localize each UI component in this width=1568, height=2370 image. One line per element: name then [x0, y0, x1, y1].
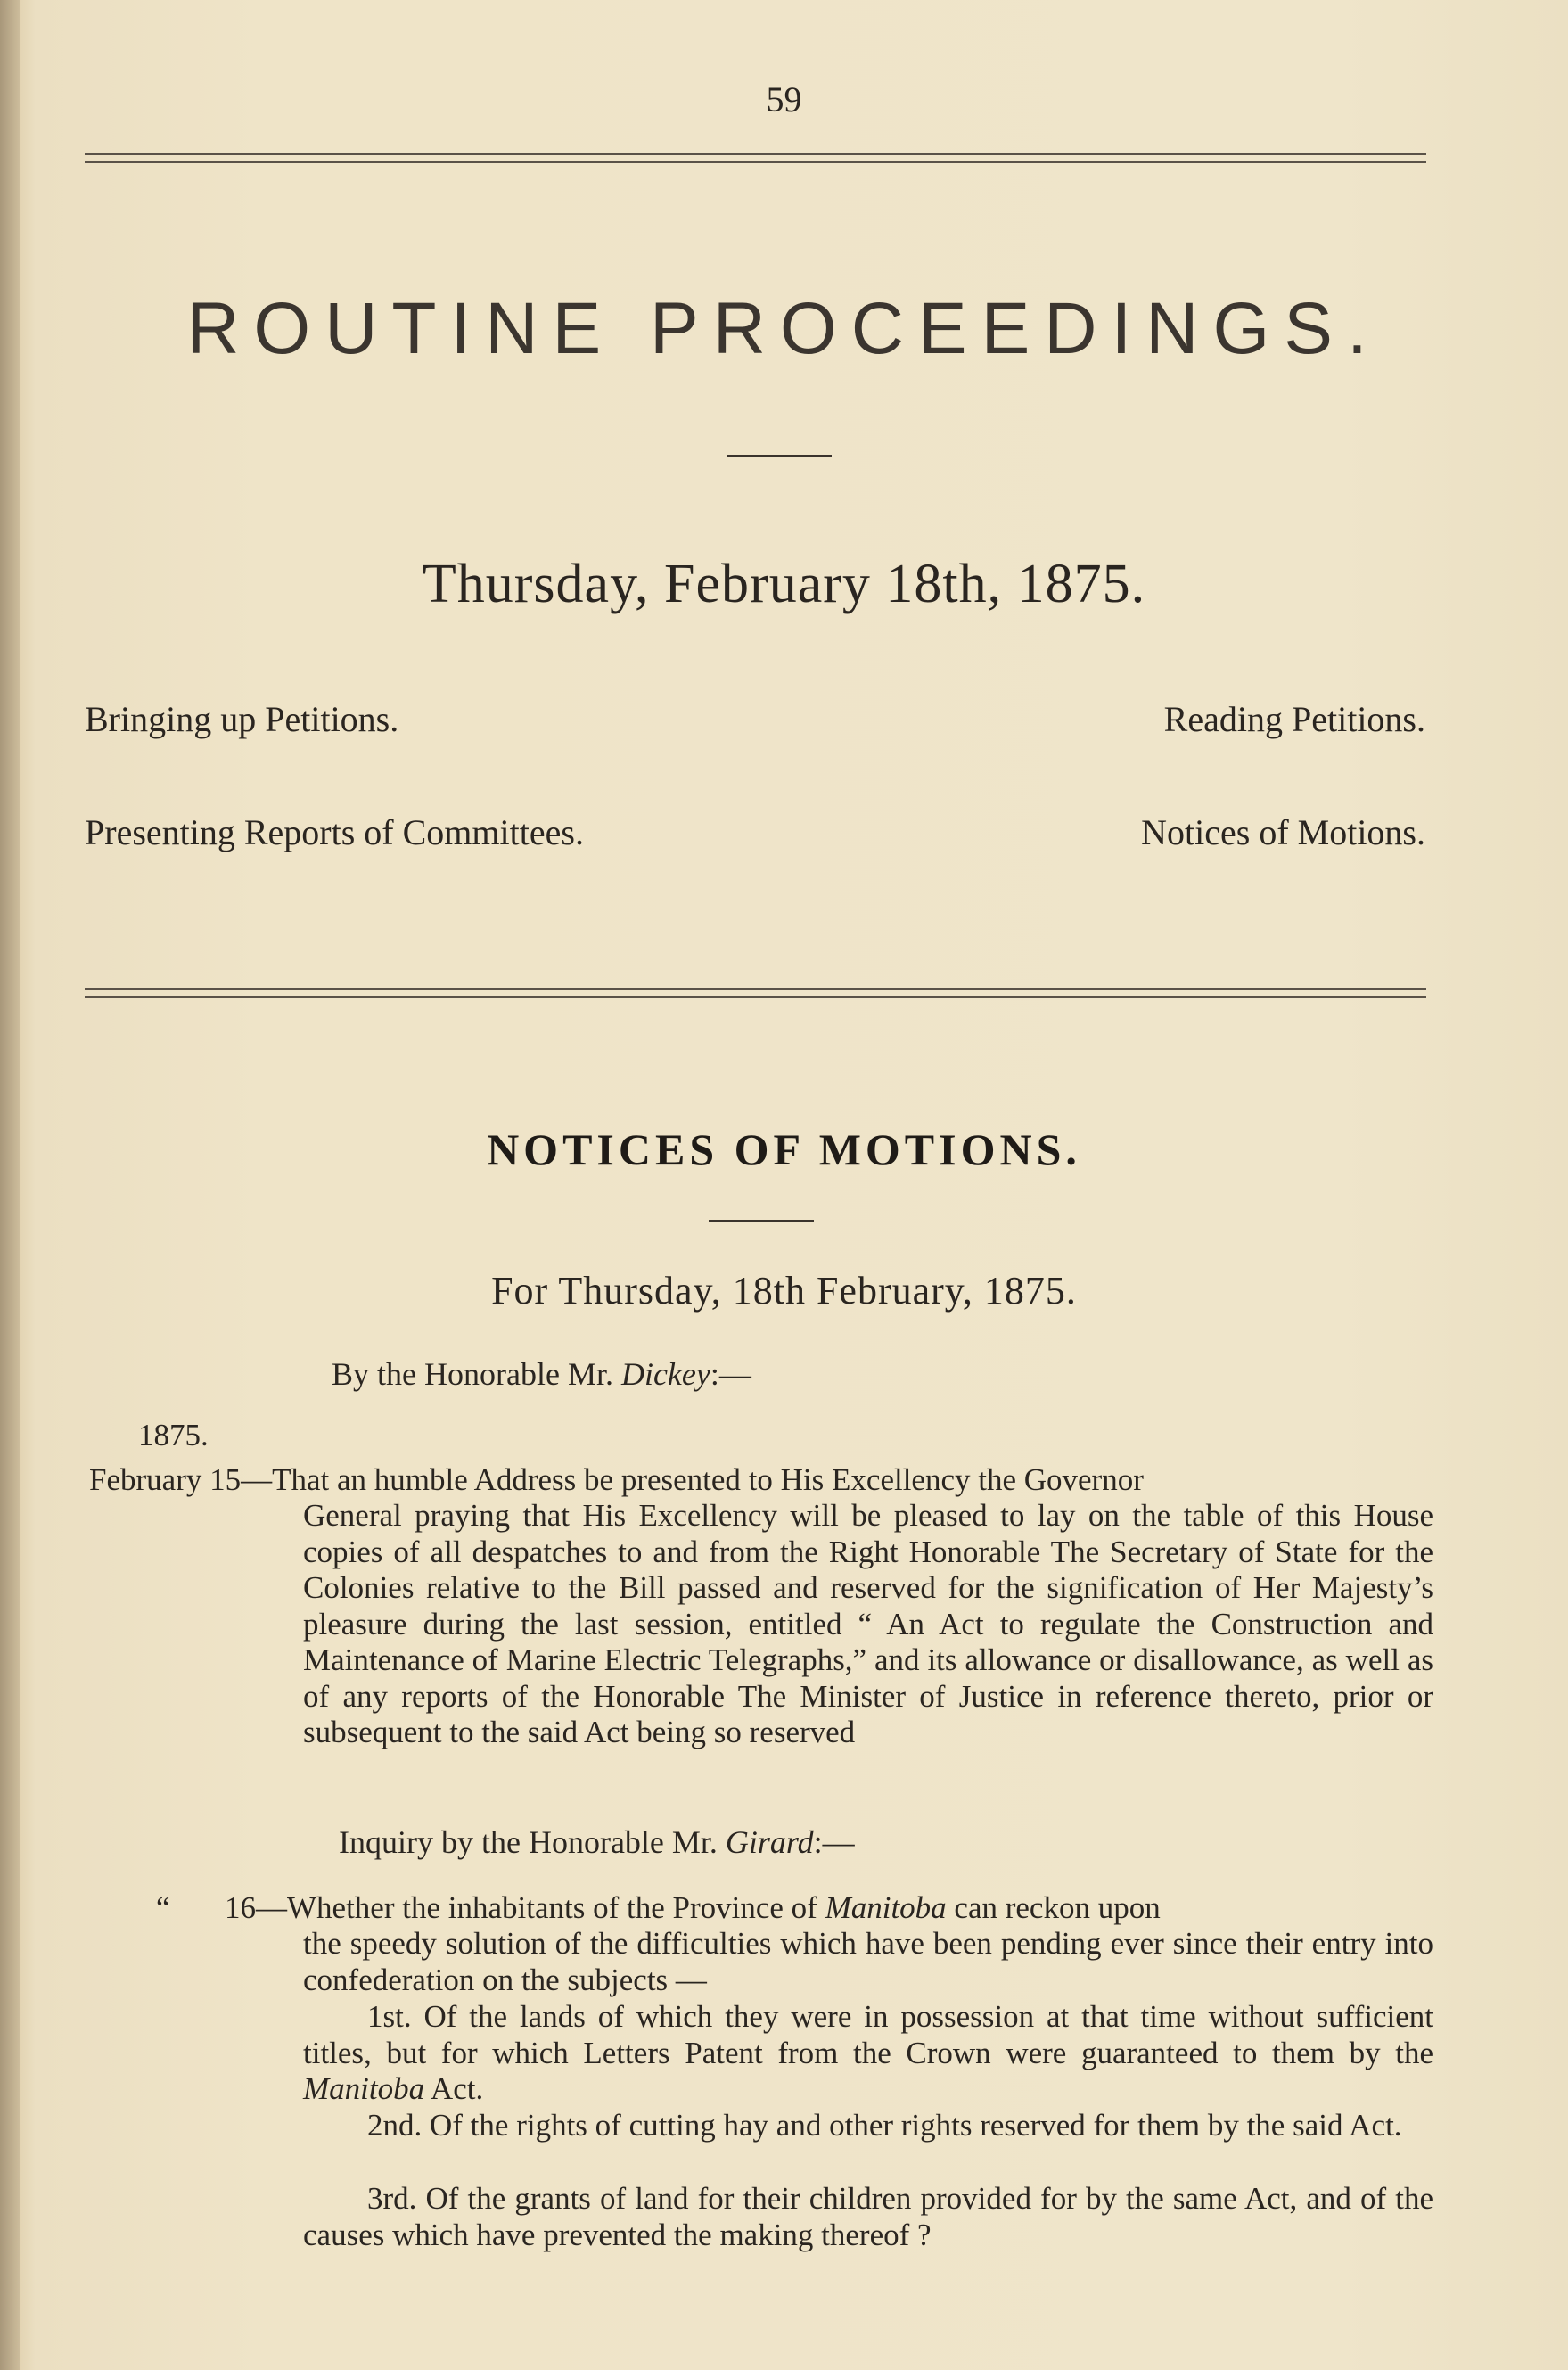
- motion1-year: 1875.: [138, 1418, 209, 1452]
- page-number: 59: [766, 79, 802, 119]
- notices-divider: [709, 1220, 814, 1222]
- motion2-item-1: [303, 1999, 1433, 2108]
- motion1-body: General praying that His Excellency will be pleased to lay on the table of this House copies of all despatches to and from the Right Honorable The Secretary of State for the Colonies relative to the Bill passed and reserved for the signification of Her Majesty’s pleasure during the last session, entitled “ An Act to regulate the Construction and Maintenance of Marine Electric Telegraphs,” and its allowance or disallowance, as well as of any reports of the Honorable The Minister of Justice in reference thereto, prior or subsequent to the said Act being so reserved: [303, 1498, 1433, 1749]
- motion1-mover: [332, 1355, 751, 1393]
- motion1-by-prefix: By the Honorable Mr.: [332, 1356, 613, 1392]
- motion2-mover: [339, 1823, 855, 1861]
- date-heading: Thursday, February 18th, 1875.: [422, 554, 1146, 614]
- motion1-by-suffix: :—: [710, 1356, 751, 1392]
- motion2-item-2: 2nd. Of the rights of cutting hay and other rights reserved for them by the said Act.: [367, 2108, 1402, 2143]
- notices-title: NOTICES OF MOTIONS.: [487, 1124, 1081, 1174]
- title-divider: [727, 455, 832, 457]
- motion2-item1-text-a: 1st. Of the lands of which they were in possession at that time without sufficient titles, but for which Letters Patent from the Crown were guaranteed to them by the: [303, 1999, 1433, 2070]
- motion2-first-line-a: —Whether the inhabitants of the Province of: [256, 1890, 825, 1925]
- motion2-by-suffix: :—: [813, 1824, 855, 1860]
- proceeding-notices-of-motions: Notices of Motions.: [1141, 812, 1425, 852]
- motion1-first-line-text: —That an humble Address be presented to His Excellency the Governor: [241, 1462, 1144, 1497]
- page-title: ROUTINE PROCEEDINGS.: [186, 288, 1382, 369]
- motion2-item1-text-b: Act.: [424, 2071, 484, 2106]
- motion1-date: February 15: [89, 1462, 242, 1497]
- motion2-by-name: Girard: [725, 1824, 814, 1860]
- proceeding-reading-petitions: Reading Petitions.: [1163, 699, 1425, 739]
- motion2-by-prefix: Inquiry by the Honorable Mr.: [339, 1824, 718, 1860]
- motion2-first-line-b: can reckon upon: [946, 1890, 1161, 1925]
- motion2-body: the speedy solution of the difficulties which have been pending ever since their entry into confederation on the subjects —: [303, 1926, 1433, 1997]
- motion2-date: 16: [225, 1890, 256, 1925]
- top-double-rule: [85, 153, 1426, 163]
- motion1-by-name: Dickey: [620, 1356, 710, 1392]
- proceeding-bringing-up-petitions: Bringing up Petitions.: [85, 699, 399, 739]
- motion1-first-line: [89, 1462, 1144, 1498]
- proceeding-presenting-reports: Presenting Reports of Committees.: [85, 812, 584, 852]
- motion2-province: Manitoba: [825, 1890, 947, 1925]
- motion2-ditto-mark: “: [156, 1890, 170, 1925]
- motion2-item1-province: Manitoba: [303, 2071, 425, 2106]
- motion2-item-3: 3rd. Of the grants of land for their children provided for by the same Act, and of the causes which have prevented the making thereof ?: [303, 2181, 1433, 2252]
- motion2-first-line: [225, 1890, 1161, 1926]
- middle-double-rule: [85, 988, 1426, 998]
- notices-for-date: For Thursday, 18th February, 1875.: [491, 1269, 1077, 1313]
